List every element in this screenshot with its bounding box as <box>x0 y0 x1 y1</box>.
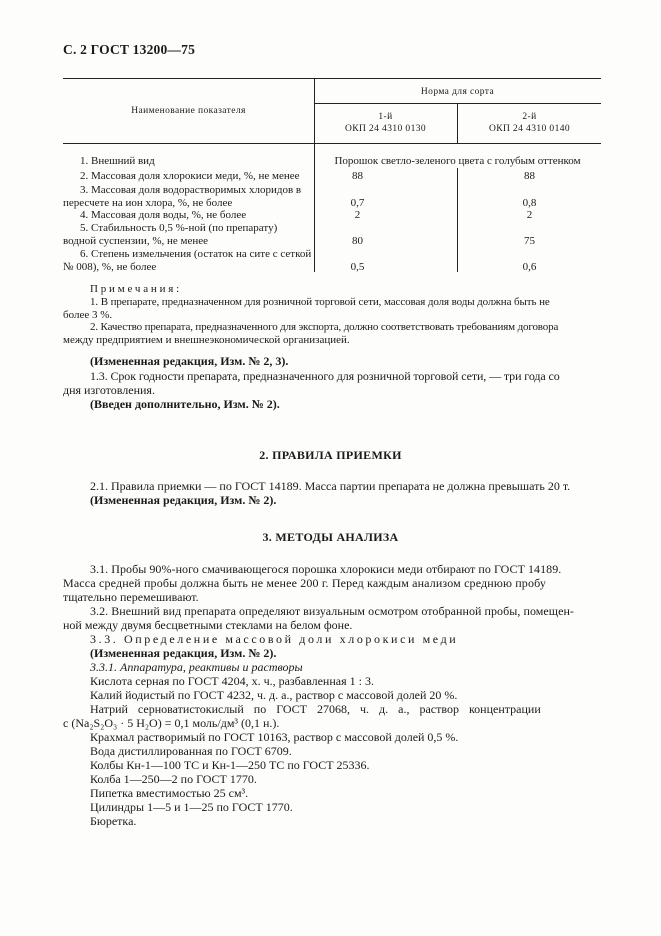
row-2-v2: 88 <box>524 170 535 182</box>
note-2-line-2: между предприятием и внешнеэкономической организацией. <box>63 334 350 346</box>
grade1-code: ОКП 24 4310 0130 <box>344 124 427 134</box>
row-5-label-1: 5. Стабильность 0,5 %-ной (по препарату) <box>80 222 278 234</box>
row-6-v2: 0,6 <box>522 261 537 273</box>
row-2-label: 2. Массовая доля хлорокиси меди, %, не менее <box>80 170 300 182</box>
reagent-6: Колбы Кн-1—100 ТС и Кн-1—250 ТС по ГОСТ 25336. <box>90 758 370 772</box>
row-1-span-value: Порошок светло-зеленого цвета с голубым оттенком <box>334 155 581 167</box>
row-6-label-1: 6. Степень измельчения (остаток на сите с сеткой <box>80 248 312 260</box>
para-3-1-line-1: 3.1. Пробы 90%-ного смачивающегося порошка хлорокиси меди отбирают по ГОСТ 14189. <box>90 562 562 576</box>
note-2-line-1: 2. Качество препарата, предназначенного для экспорта, должно соответствовать требованиям договора <box>90 321 559 333</box>
row-4-label: 4. Массовая доля воды, %, не более <box>80 209 247 221</box>
para-3-1-line-2: Масса средней пробы должна быть не менее 200 г. Перед каждым анализом среднюю пробу <box>63 576 547 590</box>
para-2-1: 2.1. Правила приемки — по ГОСТ 14189. Масса партии препарата не должна превышать 20 т. <box>90 479 571 493</box>
reagent-5: Вода дистиллированная по ГОСТ 6709. <box>90 744 292 758</box>
notes-title: Примечания: <box>90 283 183 295</box>
edit-note-2: (Измененная редакция, Изм. № 2). <box>90 493 277 507</box>
para-1-3-line-2: дня изготовления. <box>63 383 155 397</box>
edit-note-1: (Измененная редакция, Изм. № 2, 3). <box>90 354 289 368</box>
note-1-line-1: 1. В препарате, предназначенном для розничной торговой сети, массовая доля воды должна быть не <box>90 296 550 308</box>
reagent-1: Кислота серная по ГОСТ 4204, х. ч., разбавленная 1 : 3. <box>90 674 374 688</box>
grade2-code: ОКП 24 4310 0140 <box>488 124 571 134</box>
table-header-bottom <box>63 143 601 144</box>
para-1-3-line-1: 1.3. Срок годности препарата, предназначенного для розничной торговой сети, — три года со <box>90 369 560 383</box>
row-5-v2: 75 <box>524 235 535 247</box>
row-3-v2: 0,8 <box>522 197 537 209</box>
table-col-divider-2 <box>457 103 458 143</box>
reagent-8: Пипетка вместимостью 25 см³. <box>90 786 249 800</box>
row-1-label: 1. Внешний вид <box>80 155 155 167</box>
grade1-name: 1-й <box>378 112 393 122</box>
reagent-9: Цилиндры 1—5 и 1—25 по ГОСТ 1770. <box>90 800 293 814</box>
col-header-name: Наименование показателя <box>131 106 246 116</box>
row-2-v1: 88 <box>352 170 363 182</box>
row-6-label-2: № 008), %, не более <box>63 261 157 273</box>
row-3-v1: 0,7 <box>350 197 365 209</box>
para-3-2-line-2: ной между двумя бесцветными стеклами на белом фоне. <box>63 618 353 632</box>
edit-note-3: (Измененная редакция, Изм. № 2). <box>90 646 277 660</box>
row-6-v1: 0,5 <box>350 261 365 273</box>
grade2-name: 2-й <box>522 112 537 122</box>
reagent-10: Бюретка. <box>90 814 137 828</box>
table-top-border <box>63 78 601 79</box>
row-3-label-2: пересчете на ион хлора, %, не более <box>63 197 233 209</box>
para-3-2-line-1: 3.2. Внешний вид препарата определяют визуальным осмотром отобранной пробы, помещен- <box>90 604 574 618</box>
row-5-label-2: водной суспензии, %, не менее <box>63 235 208 247</box>
reagent-4: Крахмал растворимый по ГОСТ 10163, раствор с массовой долей 0,5 %. <box>90 730 459 744</box>
section-3-title: 3. МЕТОДЫ АНАЛИЗА <box>262 530 399 544</box>
reagent-3-line-1: Натрий серноватистокислый по ГОСТ 27068, ч. д. а., раствор концентрации <box>90 702 541 716</box>
reagent-7: Колба 1—250—2 по ГОСТ 1770. <box>90 772 257 786</box>
para-3-3-1-heading: 3.3.1. Аппаратура, реактивы и растворы <box>90 660 303 674</box>
reagent-2: Калий йодистый по ГОСТ 4232, ч. д. а., раствор с массовой долей 20 %. <box>90 688 458 702</box>
row-5-v1: 80 <box>352 235 363 247</box>
reagent-3-line-2: c (Na₂S₂O₃ · 5 H₂O) = 0,1 моль/дм³ (0,1 н.). <box>63 716 280 730</box>
row-3-label-1: 3. Массовая доля водорастворимых хлоридов в <box>80 184 302 196</box>
section-2-title: 2. ПРАВИЛА ПРИЕМКИ <box>259 448 402 462</box>
col-header-norm: Норма для сорта <box>420 87 495 97</box>
row-4-v2: 2 <box>526 209 533 221</box>
note-1-line-2: более 3 %. <box>63 309 113 321</box>
para-3-1-line-3: тщательно перемешивают. <box>63 590 199 604</box>
row-4-v1: 2 <box>354 209 361 221</box>
para-3-3: 3.3. Определение массовой доли хлорокиси меди <box>90 632 459 646</box>
page-header: С. 2 ГОСТ 13200—75 <box>63 42 196 57</box>
introduced-note: (Введен дополнительно, Изм. № 2). <box>90 397 280 411</box>
